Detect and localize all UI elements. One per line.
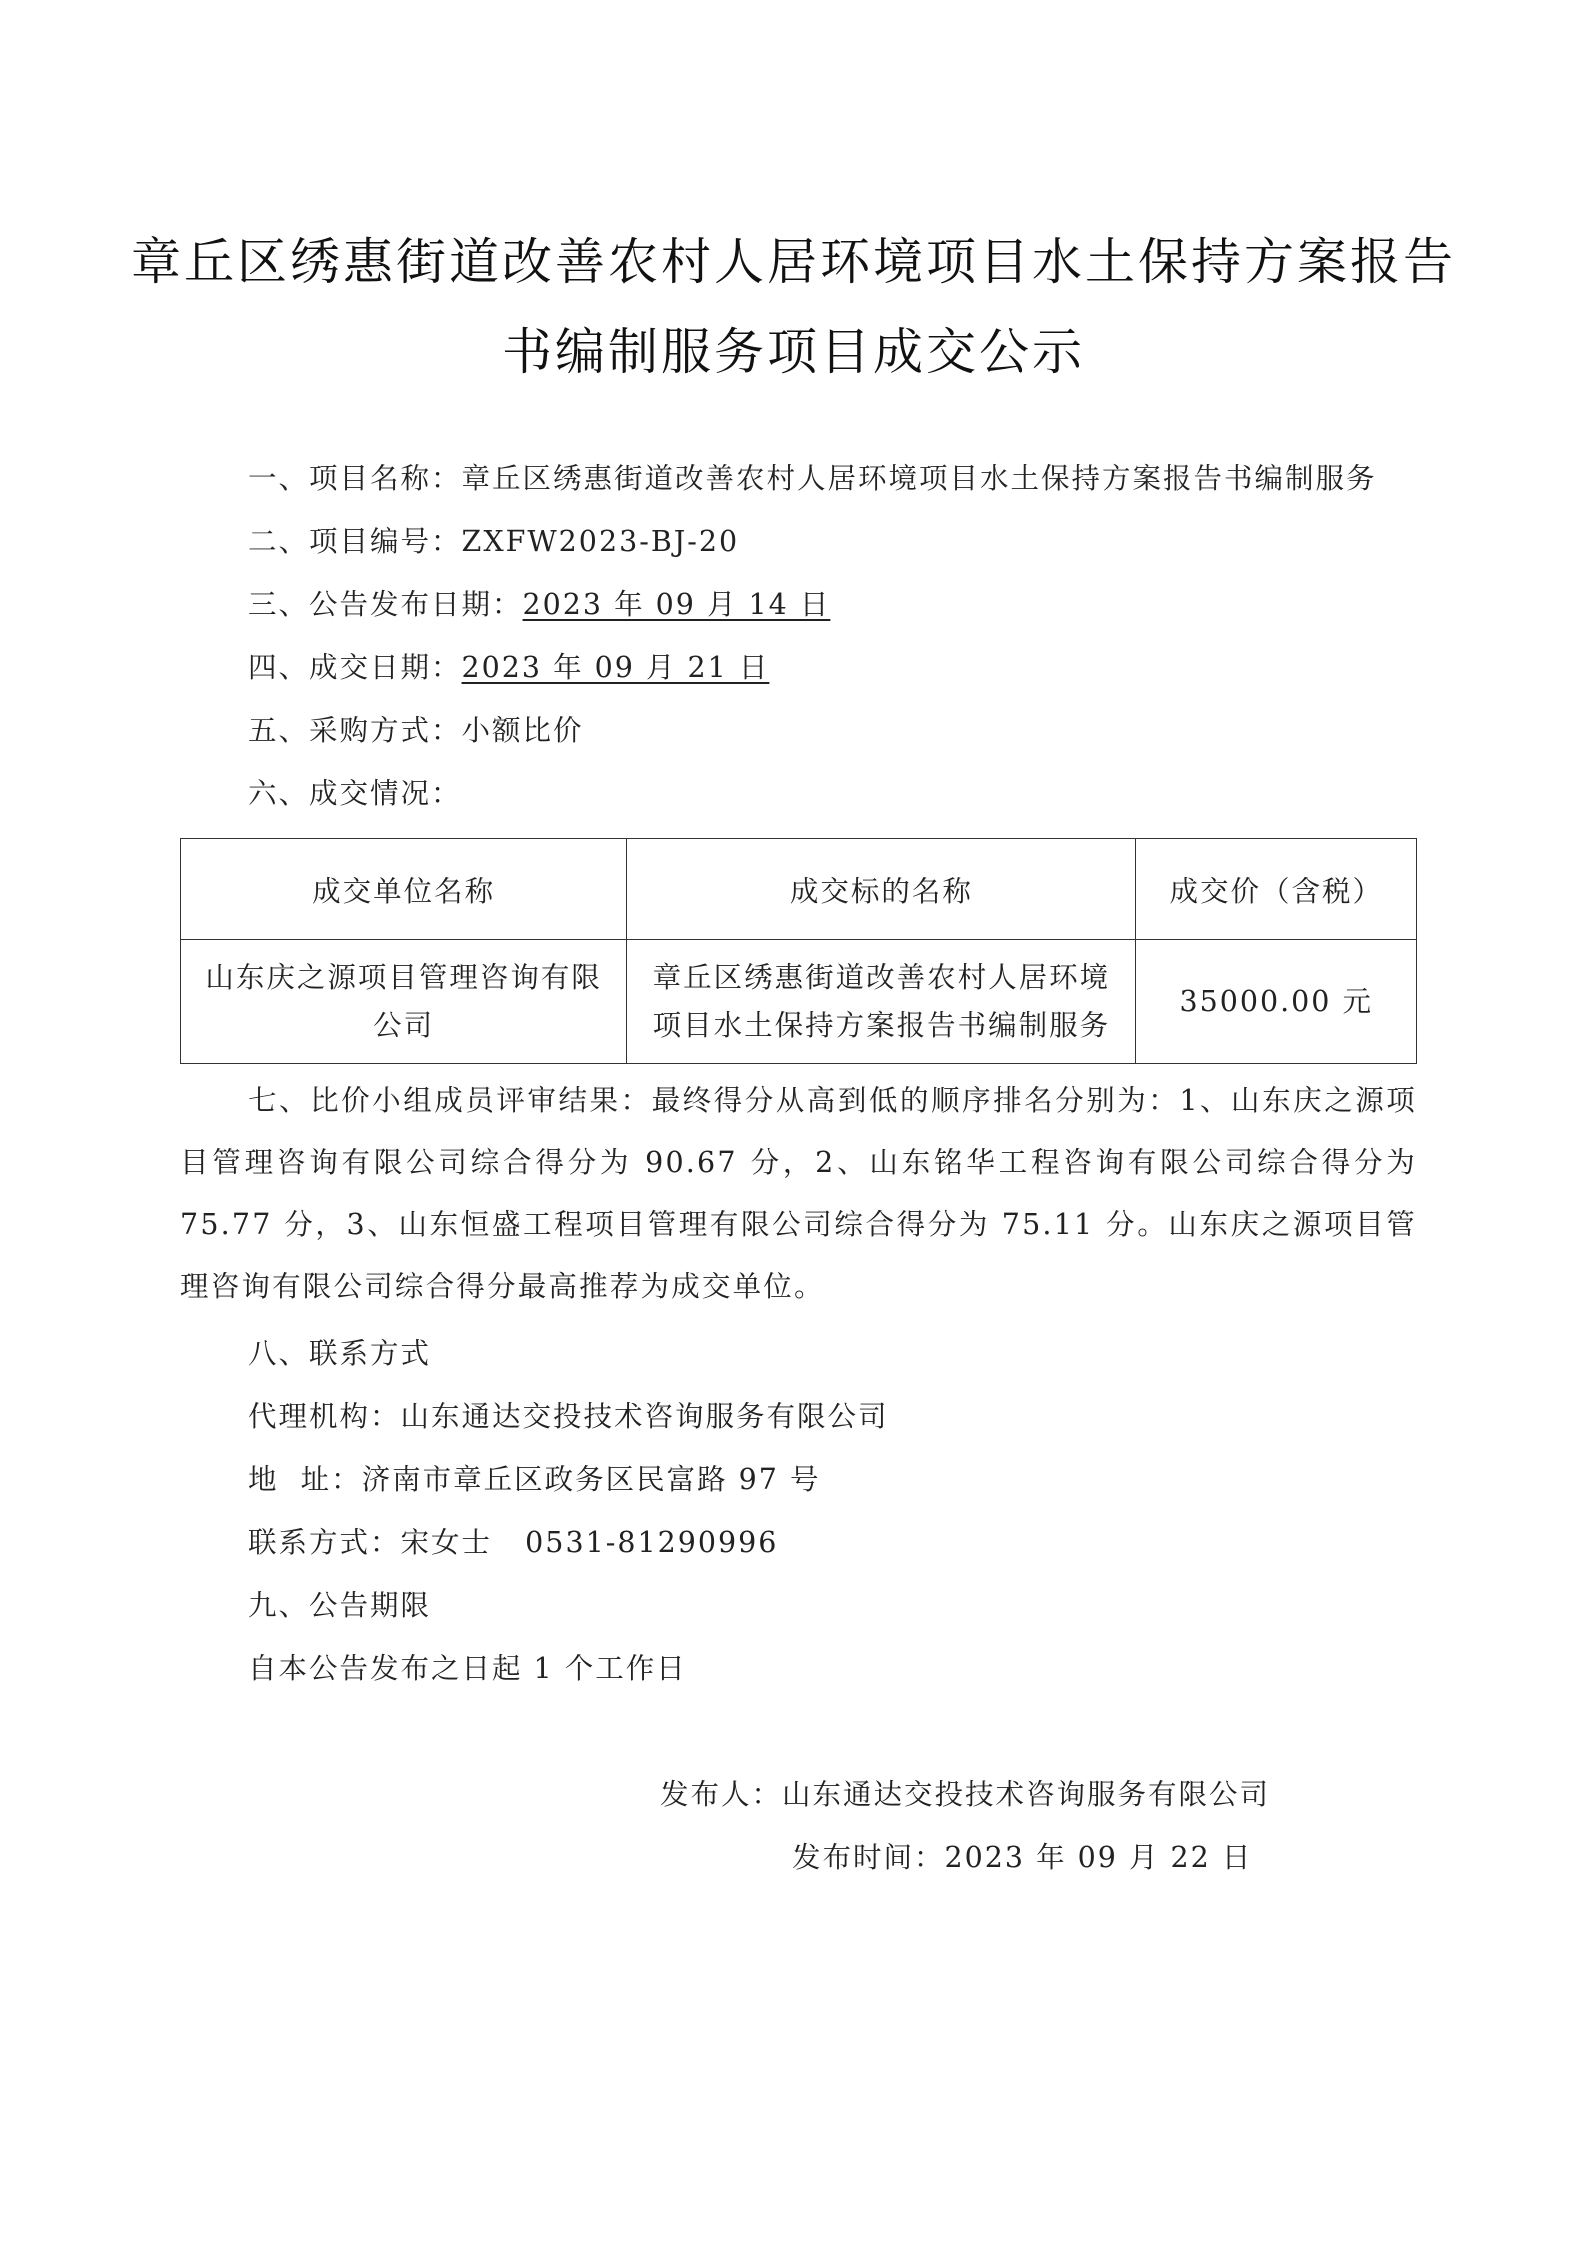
project-number-label: 二、项目编号：	[248, 525, 462, 558]
document-title-line-2: 书编制服务项目成交公示	[502, 323, 1085, 381]
item-project-number	[248, 519, 739, 560]
publish-time: 发布时间：2023 年 09 月 22 日	[792, 1841, 1253, 1874]
purchase-method-label: 五、采购方式：	[248, 714, 462, 747]
item-deal-status	[248, 771, 462, 812]
item-project-name	[248, 456, 1377, 497]
period-heading: 九、公告期限	[248, 1589, 432, 1622]
company-line-1: 山东庆之源项目管理咨询有限	[205, 960, 602, 994]
review-result-paragraph: 七、比价小组成员评审结果：最终得分从高到低的顺序排名分别为：1、山东庆之源项目管理咨询有限公司综合得分为 90.67 分，2、山东铭华工程咨询有限公司综合得分为 75.77 分，3、山东恒盛工程项目管理有限公司综合得分为 75.11 分。山东庆之源项目管理咨询有限公司综合得分最高推荐为成交单位。	[180, 1084, 1417, 1303]
announce-date-value: 2023 年 09 月 14 日	[522, 588, 831, 621]
period-text: 自本公告发布之日起 1 个工作日	[248, 1652, 687, 1685]
publisher-name: 发布人：山东通达交投技术咨询服务有限公司	[660, 1778, 1271, 1811]
contact-heading: 八、联系方式	[248, 1337, 432, 1370]
table-header-price: 成交价（含税）	[1136, 839, 1417, 940]
item-deal-date	[248, 645, 769, 686]
deal-date-label: 四、成交日期：	[248, 651, 462, 684]
deal-result-table	[180, 838, 1417, 1064]
project-name-label: 一、项目名称：	[248, 462, 462, 495]
company-line-2: 公司	[373, 1008, 435, 1042]
table-row	[181, 940, 1417, 1064]
table-header-row	[181, 839, 1417, 940]
project-number-value: ZXFW2023-BJ-20	[461, 525, 740, 558]
table-cell-company	[181, 940, 627, 1064]
contact-agency: 代理机构：山东通达交投技术咨询服务有限公司	[248, 1400, 889, 1433]
contact-address: 地 址：济南市章丘区政务区民富路 97 号	[248, 1463, 821, 1496]
table-header-company: 成交单位名称	[181, 839, 627, 940]
table-header-subject: 成交标的名称	[627, 839, 1136, 940]
document-title-line-1: 章丘区绣惠街道改善农村人居环境项目水土保持方案报告	[131, 233, 1456, 291]
deal-date-value: 2023 年 09 月 21 日	[461, 651, 770, 684]
purchase-method-value: 小额比价	[461, 714, 584, 747]
table-cell-subject	[627, 940, 1136, 1064]
subject-line-1: 章丘区绣惠街道改善农村人居环境	[652, 960, 1111, 994]
deal-status-label: 六、成交情况：	[248, 777, 462, 810]
subject-line-2: 项目水土保持方案报告书编制服务	[652, 1008, 1111, 1042]
item-announce-date	[248, 582, 830, 623]
item-purchase-method	[248, 708, 584, 749]
announce-date-label: 三、公告发布日期：	[248, 588, 523, 621]
contact-phone: 联系方式：宋女士 0531-81290996	[248, 1526, 779, 1559]
table-cell-price: 35000.00 元	[1136, 940, 1417, 1064]
project-name-value: 章丘区绣惠街道改善农村人居环境项目水土保持方案报告书编制服务	[461, 462, 1377, 495]
